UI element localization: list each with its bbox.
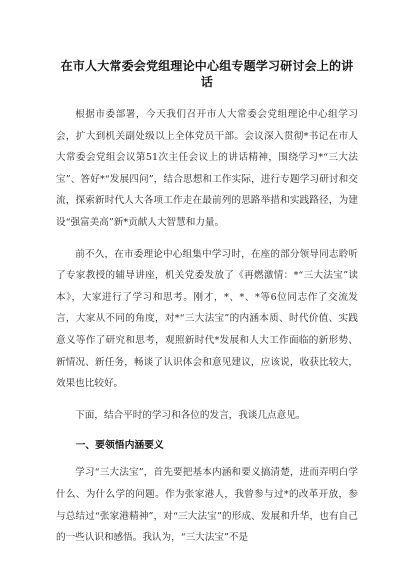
paragraph-3: 下面，结合平时的学习和各位的发言，我谈几点意见。	[75, 409, 306, 421]
paragraph-4: 学习“三大法宝”，首先要把基本内涵和要义搞清楚，进而弄明白学什么、为什么学的问题。作为张家港人，我曾参与过*的改革开放，参与总结过“张家港精神”，对“三大法宝”的形成、发展和升华，也有自己的一些认识和感悟。我认为，“三大法宝”不是	[56, 467, 358, 544]
section-heading-1: 一、要领悟内涵要义	[75, 440, 164, 452]
document-title: 在市人大常委会党组理论中心组专题学习研讨会上的讲话	[60, 59, 354, 89]
paragraph-2: 前不久，在市委理论中心组集中学习时，在座的部分领导同志聆听了专家教授的辅导讲座，机关党委发放了《再燃激情：*“三大法宝”读本》，大家进行了学习和思考。刚才，*、*、*等6位同志作了交流发言，大家从不同的角度，对*“三大法宝”的内涵本质、时代价值、实践意义等作了研究和思考，观照新时代*发展和人大工作面临的新形势、新情况、新任务，畅谈了认识体会和意见建议，应该说，收获比较大，效果也比较好。	[56, 248, 358, 390]
paragraph-1: 根据市委部署，今天我们召开市人大常委会党组理论中心组学习会，扩大到机关副处级以上全体党员干部。会议深入贯彻*书记在市人大常委会党组会议第51次主任会议上的讲话精神，围绕学习*“三大法宝”、答好*“发展四问”，结合思想和工作实际，进行专题学习研讨和交流，探索新时代人大各项工作走在最前列的思路举措和实践路径，为建设“强富美高”新*贡献人大智慧和力量。	[56, 109, 358, 228]
